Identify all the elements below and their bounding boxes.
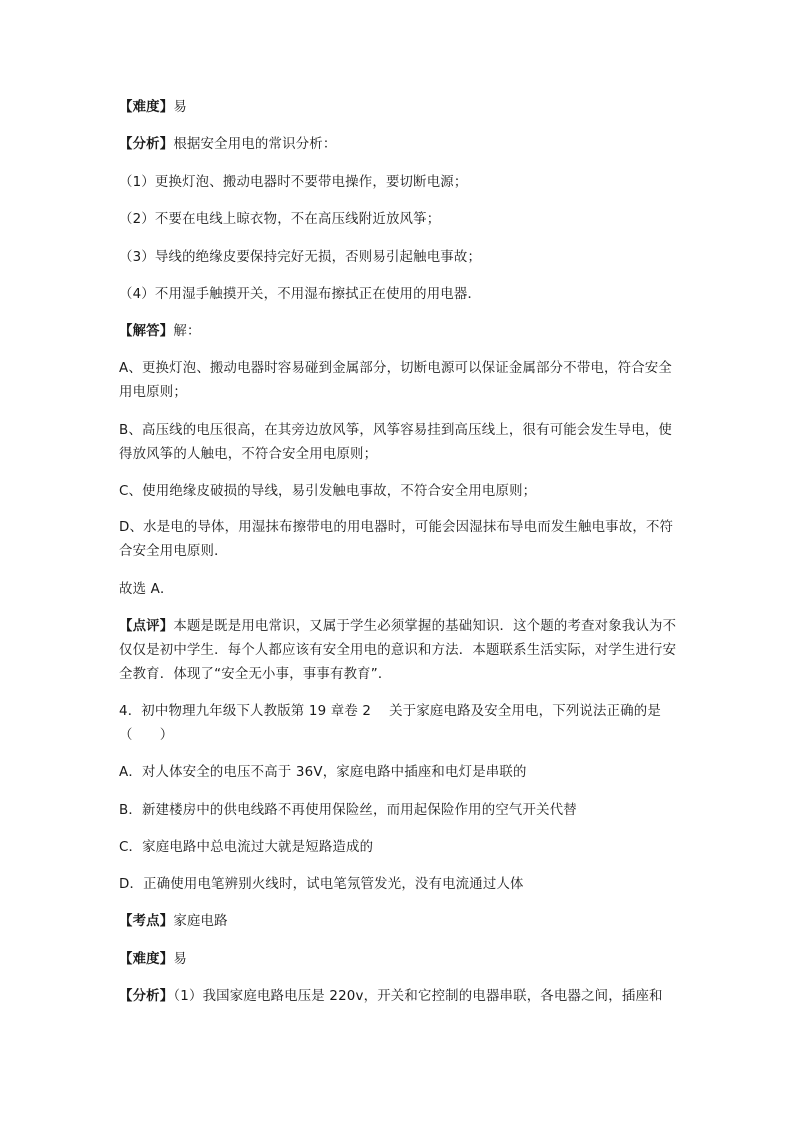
difficulty-tag-2: 【难度】 xyxy=(119,952,174,967)
knowledge-point-tag: 【考点】 xyxy=(119,914,174,929)
solution-text: 解： xyxy=(173,324,201,339)
analysis-text-2: （1）我国家庭电路电压是 220v，开关和它控制的电器串联，各电器之间，插座和 xyxy=(173,989,663,1004)
analysis-line xyxy=(119,133,679,157)
question-4-stem: 4．初中物理九年级下人教版第 19 章卷 2 关于家庭电路及安全用电，下列说法正确的是（ ） xyxy=(119,704,661,743)
analysis-line-2 xyxy=(119,985,679,1009)
solution-option-d: D、水是电的导体，用湿抹布擦带电的用电器时，可能会因湿抹布导电而发生触电事故，不符合安全用电原则． xyxy=(119,520,674,559)
solution-option-b: B、高压线的电压很高，在其旁边放风筝，风筝容易挂到高压线上，很有可能会发生导电，使得放风筝的人触电，不符合安全用电原则； xyxy=(119,423,673,462)
difficulty-line xyxy=(119,96,679,120)
difficulty-line-2 xyxy=(119,948,679,972)
question-4-option-a: A．对人体安全的电压不高于 36V，家庭电路中插座和电灯是串联的 xyxy=(119,765,527,780)
question-4-option-d: D．正确使用电笔辨别火线时，试电笔氖管发光，没有电流通过人体 xyxy=(119,877,524,892)
analysis-point-1: （1）更换灯泡、搬动电器时不要带电操作，要切断电源； xyxy=(119,175,468,190)
analysis-text: 根据安全用电的常识分析： xyxy=(173,137,337,152)
analysis-point-3: （3）导线的绝缘皮要保持完好无损，否则易引起触电事故； xyxy=(119,250,482,265)
solution-option-c: C、使用绝缘皮破损的导线，易引发触电事故，不符合安全用电原则； xyxy=(119,484,537,499)
answer-choice: 故选 A． xyxy=(119,582,174,597)
difficulty-value-2: 易 xyxy=(173,952,187,967)
analysis-tag: 【分析】 xyxy=(119,137,174,152)
comment-paragraph xyxy=(119,615,679,687)
analysis-point-4: （4）不用湿手触摸开关，不用湿布擦拭正在使用的用电器． xyxy=(119,287,482,302)
comment-text: 本题是既是用电常识，又属于学生必须掌握的基础知识．这个题的考查对象我认为不仅仅是初中学生．每个人都应该有安全用电的意识和方法．本题联系生活实际，对学生进行安全教育．体现了“安全无小事，事事有教育”． xyxy=(119,619,677,682)
comment-tag: 【点评】 xyxy=(119,619,174,634)
analysis-point-2: （2）不要在电线上晾衣物，不在高压线附近放风筝； xyxy=(119,212,441,227)
analysis-tag-2: 【分析】 xyxy=(119,989,174,1004)
difficulty-value: 易 xyxy=(173,100,187,115)
solution-line xyxy=(119,320,679,344)
question-4-option-c: C．家庭电路中总电流过大就是短路造成的 xyxy=(119,840,374,855)
question-4-option-b: B．新建楼房中的供电线路不再使用保险丝，而用起保险作用的空气开关代替 xyxy=(119,803,577,818)
difficulty-tag: 【难度】 xyxy=(119,100,174,115)
knowledge-point-line xyxy=(119,910,679,934)
solution-tag: 【解答】 xyxy=(119,324,174,339)
solution-option-a: A、更换灯泡、搬动电器时容易碰到金属部分，切断电源可以保证金属部分不带电，符合安全用电原则； xyxy=(119,361,672,400)
knowledge-point-text: 家庭电路 xyxy=(173,914,228,929)
